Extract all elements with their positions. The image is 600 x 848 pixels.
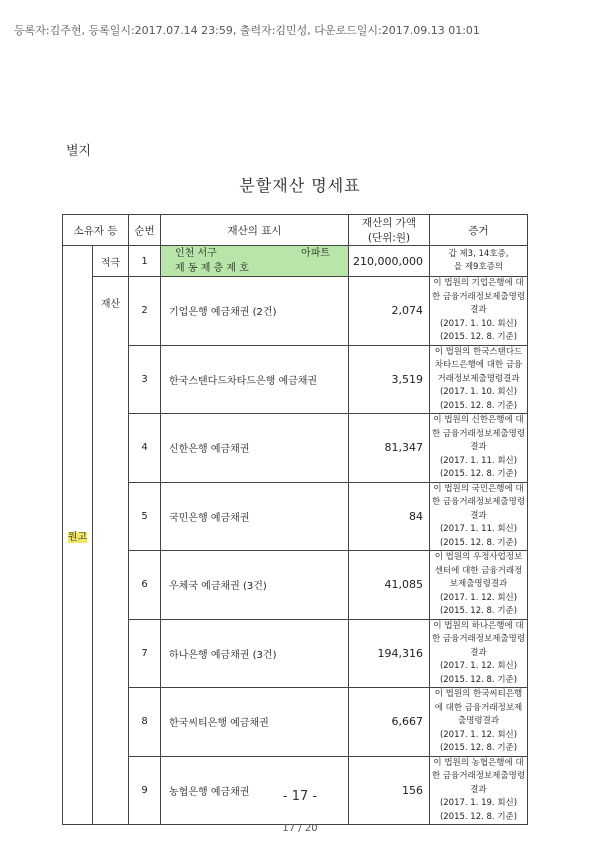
annex-label: 별지 [66, 144, 92, 159]
evidence-line: 결과 [470, 305, 487, 315]
address-line1 [161, 246, 348, 261]
desc-cell: 농협은행 예금채권 [161, 756, 349, 825]
value-cell: 3,519 [349, 345, 430, 414]
evidence-line: 결과 [470, 784, 487, 795]
desc-cell: 하나은행 예금채권 (3건) [161, 619, 349, 688]
seq-cell: 3 [129, 345, 161, 414]
evidence-cell [430, 619, 528, 688]
evidence-line: 한 금융거래정보제출명령 [432, 634, 526, 644]
seq-cell: 2 [129, 277, 161, 346]
evidence-cell [430, 482, 528, 551]
evidence-line: 이 법원의 국민은행에 대 [433, 483, 524, 494]
asset-table [62, 214, 528, 825]
evidence-line: 한 금융거래정보제출명령 [432, 428, 526, 439]
evidence-line: 차타드은행에 대한 금융 [434, 360, 523, 370]
evidence-line: 이 법원의 한국씨티은행 [434, 689, 523, 699]
seq-cell: 7 [129, 619, 161, 688]
table-row [63, 277, 528, 346]
group-realestate-cell: 적극 [93, 246, 129, 277]
evidence-line: 출명령결과 [457, 716, 500, 726]
evidence-line: 이 법원의 하나은행에 대 [433, 620, 524, 631]
evidence-line: 결과 [470, 442, 487, 452]
col-seq: 순번 [129, 215, 161, 246]
value-cell: 84 [349, 482, 430, 551]
table-row [63, 619, 528, 688]
value-cell: 81,347 [349, 414, 430, 483]
col-value-line1: 재산의 가액 [361, 217, 417, 229]
seq-cell: 4 [129, 414, 161, 483]
evidence-line: (2015. 12. 8. 기준) [439, 469, 518, 479]
col-evidence: 증거 [430, 215, 528, 246]
address-line1-start: 인천 서구 [175, 248, 217, 259]
evidence-line: (2015. 12. 8. 기준) [439, 606, 518, 616]
col-owner: 소유자 등 [63, 215, 129, 246]
col-value [349, 215, 430, 246]
desc-cell: 우체국 예금채권 (3건) [161, 551, 349, 620]
page-number: - 17 - [282, 789, 318, 804]
seq-cell: 9 [129, 756, 161, 825]
col-desc: 재산의 표시 [161, 215, 349, 246]
seq-cell: 6 [129, 551, 161, 620]
evidence-line: 이 법원의 기업은행에 대 [433, 278, 524, 288]
evidence-line: (2015. 12. 8. 기준) [439, 400, 518, 411]
evidence-line: 한 금융거래정보제출명령 [432, 497, 526, 507]
desc-cell: 한국씨티은행 예금채권 [161, 688, 349, 757]
table-row [63, 414, 528, 483]
table-row [63, 345, 528, 414]
evidence-line: (2015. 12. 8. 기준) [439, 537, 518, 548]
download-header: 등록자:김주현, 등록일시:2017.07.14 23:59, 출력자:김민성, 다운로드일시:2017.09.13 01:01 [14, 24, 480, 37]
evidence-line: (2015. 12. 8. 기준) [439, 811, 518, 822]
value-cell: 6,667 [349, 688, 430, 757]
evidence-cell [430, 345, 528, 414]
evidence-line: 보제출명령결과 [449, 579, 508, 589]
desc-cell: 국민은행 예금채권 [161, 482, 349, 551]
desc-cell: 한국스탠다드차타드은행 예금채권 [161, 345, 349, 414]
evidence-line: 한 금융거래정보제출명령 [432, 771, 526, 781]
value-cell: 194,316 [349, 619, 430, 688]
document-title: 분할재산 명세표 [239, 176, 361, 195]
group-property-cell: 재산 [93, 277, 129, 825]
evidence-line: (2017. 1. 12. 회신) [439, 661, 518, 671]
seq-cell: 5 [129, 482, 161, 551]
value-cell: 2,074 [349, 277, 430, 346]
evidence-line: 이 법원의 우정사업정보 [434, 552, 523, 562]
table-row [63, 246, 528, 277]
seq-cell: 8 [129, 688, 161, 757]
evidence-cell [430, 688, 528, 757]
table-row [63, 688, 528, 757]
table-header-row [63, 215, 528, 246]
evidence-cell [430, 277, 528, 346]
evidence-line: 센터에 대한 금융거래정 [434, 565, 523, 576]
evidence-line: 갑 제3, 14호증, [448, 248, 509, 259]
evidence-line: (2017. 1. 10. 회신) [439, 318, 518, 329]
evidence-cell [430, 414, 528, 483]
evidence-line: 이 법원의 신한은행에 대 [433, 415, 524, 425]
evidence-line: 이 법원의 농협은행에 대 [433, 757, 524, 768]
owner-cell [63, 246, 93, 825]
evidence-line: (2017. 1. 12. 회신) [439, 729, 518, 740]
table-row [63, 551, 528, 620]
desc-cell: 신한은행 예금채권 [161, 414, 349, 483]
evidence-line: 에 대한 금융거래정보제 [434, 702, 523, 713]
address-line1-end: 아파트 [301, 248, 331, 259]
evidence-line: 결과 [470, 647, 487, 658]
value-cell: 41,085 [349, 551, 430, 620]
page-count: 17 / 20 [282, 823, 318, 834]
evidence-line: (2015. 12. 8. 기준) [439, 743, 518, 753]
owner-label: 원고 [67, 531, 88, 543]
evidence-cell [430, 551, 528, 620]
evidence-line: (2017. 1. 11. 회신) [439, 524, 518, 534]
value-cell: 156 [349, 756, 430, 825]
evidence-line: 이 법원의 한국스탠다드 [434, 346, 523, 357]
evidence-line: (2015. 12. 8. 기준) [439, 674, 518, 685]
seq-cell: 1 [129, 246, 161, 277]
evidence-line: (2015. 12. 8. 기준) [439, 332, 518, 342]
evidence-cell [430, 246, 528, 277]
evidence-line: (2017. 1. 19. 회신) [439, 798, 518, 808]
evidence-line: 결과 [470, 510, 487, 521]
col-value-line2: (단위:원) [367, 232, 411, 244]
evidence-line: 거래정보제출명령결과 [437, 373, 520, 384]
desc-cell: 기업은행 예금채권 (2건) [161, 277, 349, 346]
table-row [63, 482, 528, 551]
evidence-line: (2017. 1. 12. 회신) [439, 592, 518, 603]
address-line2: 제 동 제 층 제 호 [161, 261, 348, 276]
evidence-line: (2017. 1. 10. 회신) [439, 387, 518, 397]
address-cell [161, 246, 349, 277]
evidence-line: (2017. 1. 11. 회신) [439, 455, 518, 466]
evidence-line: 한 금융거래정보제출명령 [432, 291, 526, 302]
evidence-line: 을 제9호증의 [453, 262, 504, 272]
value-cell: 210,000,000 [349, 246, 430, 277]
